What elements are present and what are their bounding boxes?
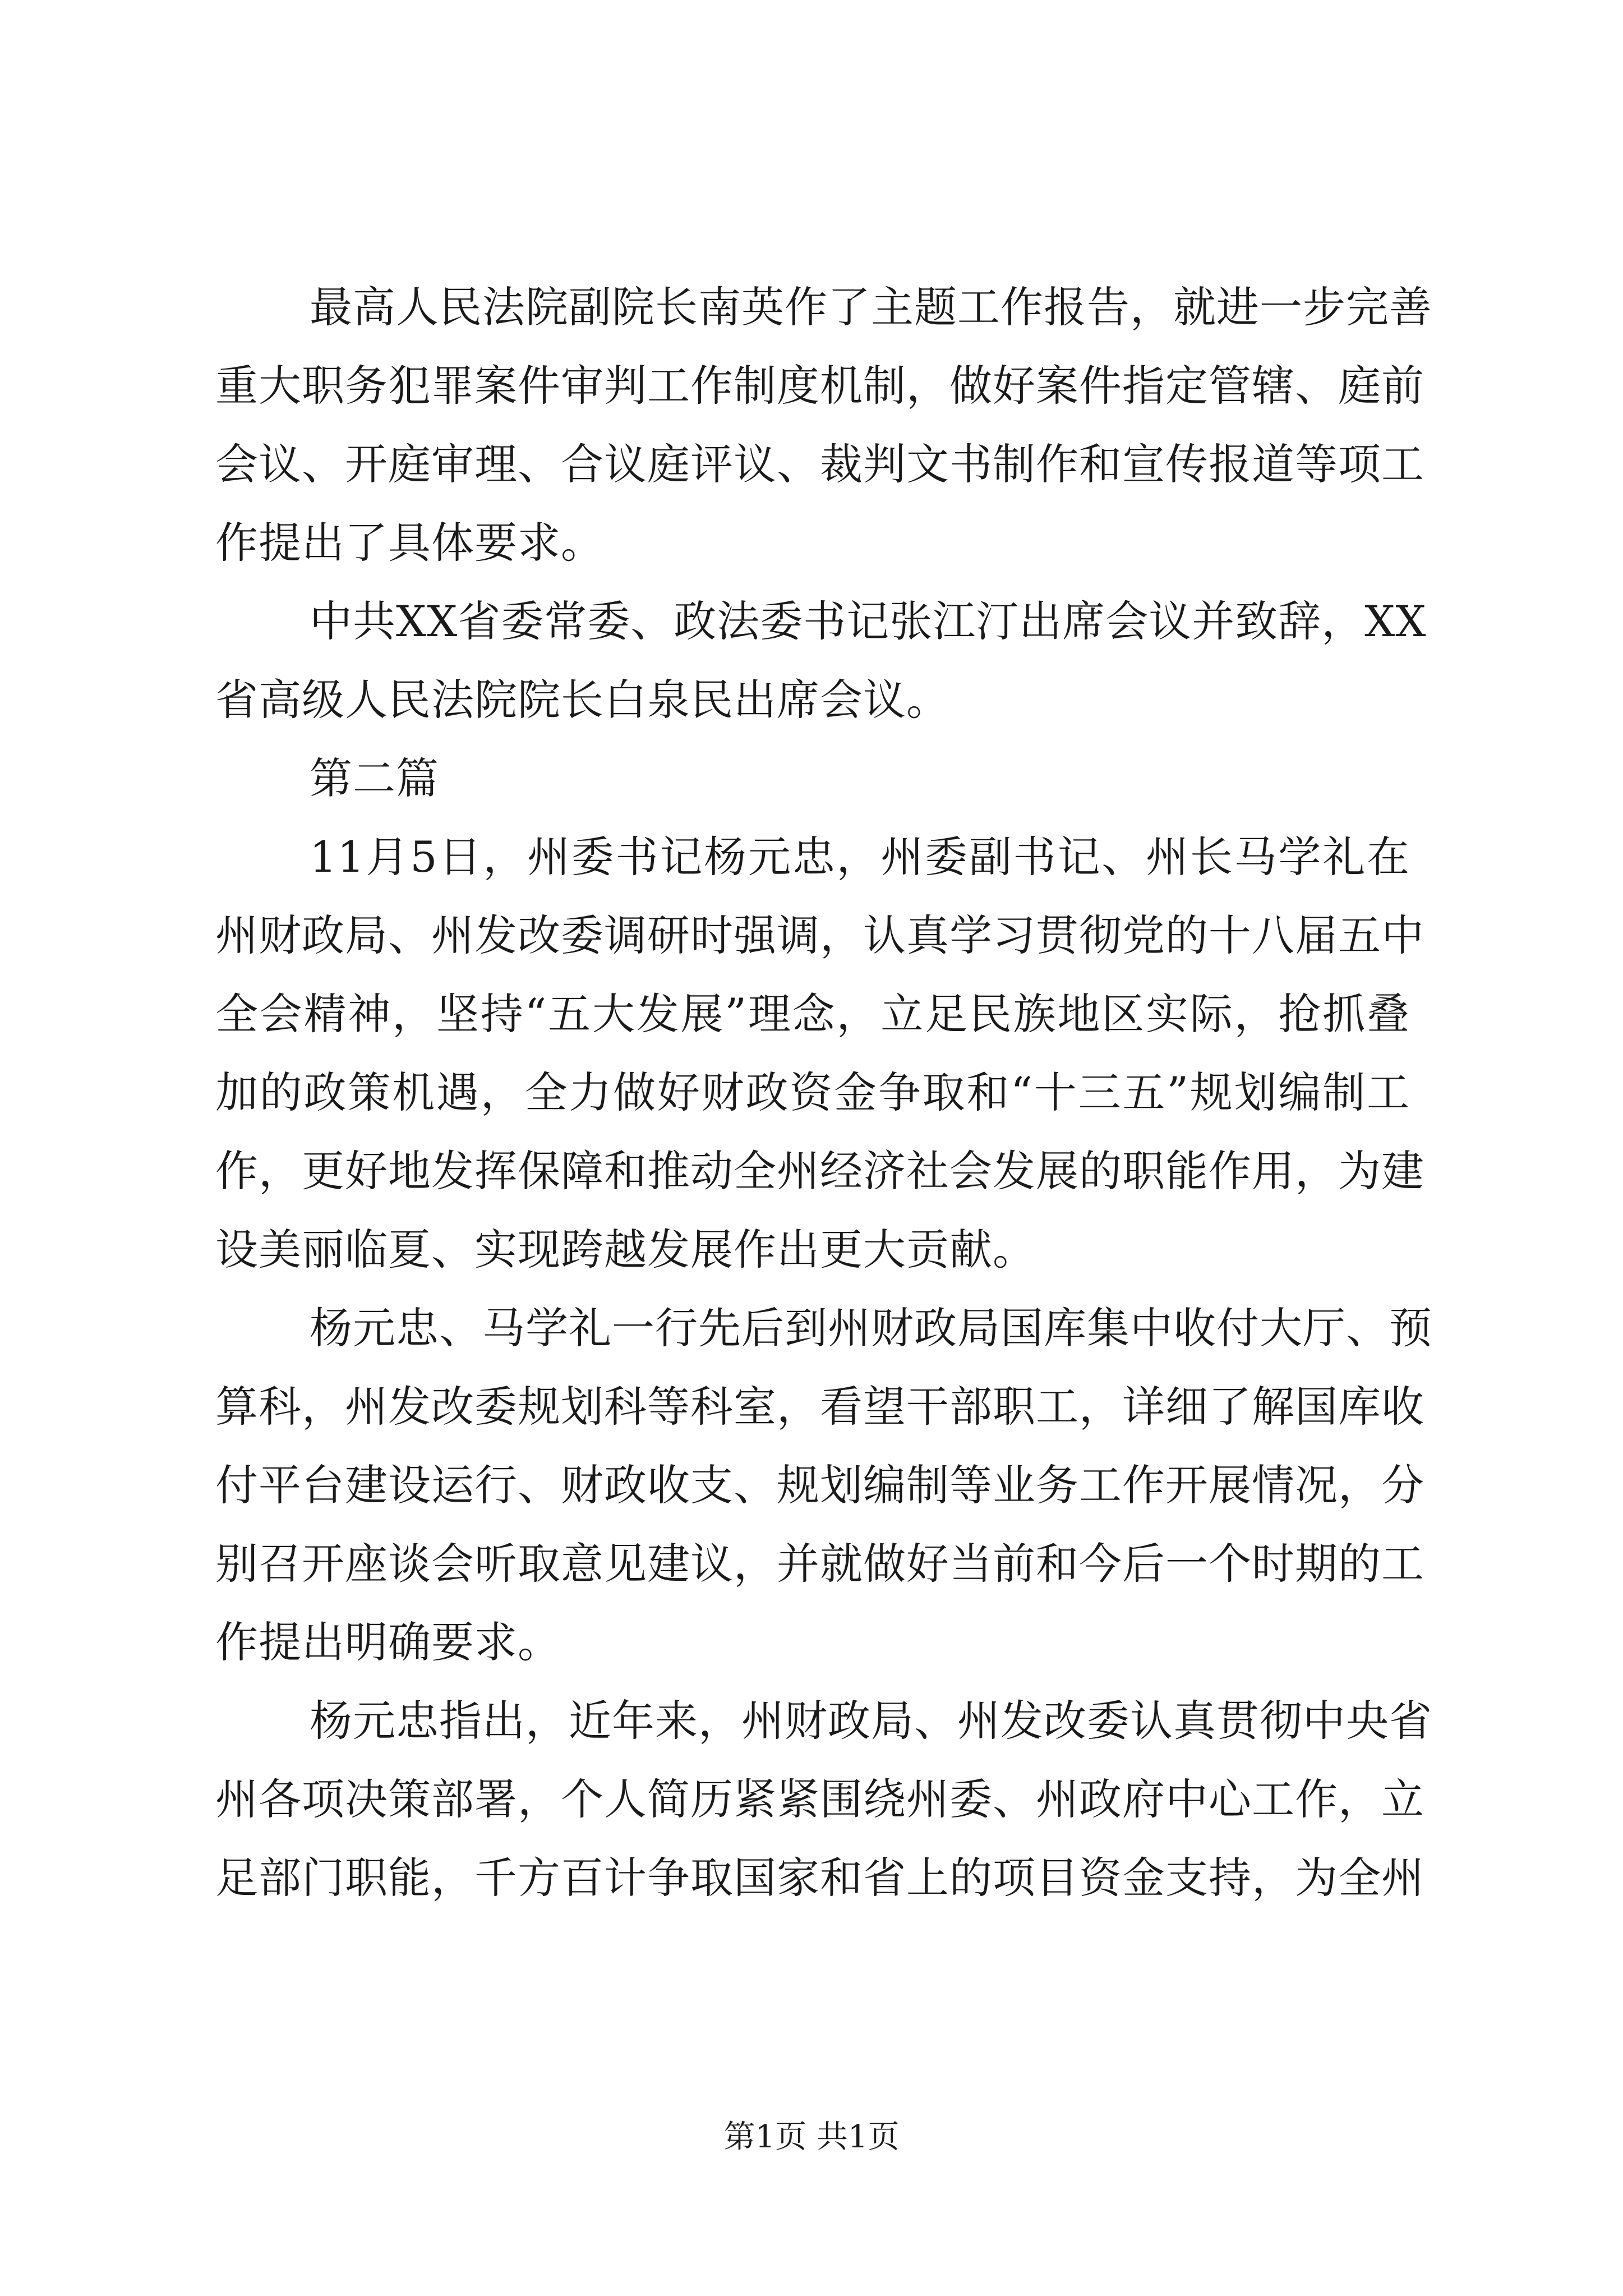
- text-line: 州财政局、州发改委调研时强调，认真学习贯彻党的十八届五中: [215, 910, 1424, 960]
- text-line: 杨元忠、马学礼一行先后到州财政局国库集中收付大厅、预: [310, 1303, 1432, 1353]
- text-line: 会议、开庭审理、合议庭评议、裁判文书制作和宣传报道等项工: [215, 439, 1424, 489]
- page-number: 第1页 共1页: [723, 2119, 900, 2155]
- text-line: 州各项决策部署，个人简历紧紧围绕州委、州政府中心工作，立: [215, 1774, 1424, 1824]
- text-line: 重大职务犯罪案件审判工作制度机制，做好案件指定管辖、庭前: [215, 361, 1424, 411]
- text-line: 作提出了具体要求。: [215, 518, 604, 568]
- text-line: 省高级人民法院院长白泉民出席会议。: [215, 675, 949, 725]
- document-body: [215, 268, 1432, 1917]
- text-line: 作提出明确要求。: [215, 1617, 561, 1667]
- text-line: 最高人民法院副院长南英作了主题工作报告，就进一步完善: [310, 282, 1432, 332]
- text-line: 算科，州发改委规划科等科室，看望干部职工，详细了解国库收: [215, 1382, 1424, 1432]
- text-line: 杨元忠指出，近年来，州财政局、州发改委认真贯彻中央省: [310, 1696, 1432, 1746]
- text-line: 别召开座谈会听取意见建议，并就做好当前和今后一个时期的工: [215, 1539, 1424, 1589]
- text-line: 中共XX省委常委、政法委书记张江汀出席会议并致辞，XX: [310, 596, 1427, 646]
- text-line: 作，更好地发挥保障和推动全州经济社会发展的职能作用，为建: [215, 1146, 1424, 1196]
- text-line: 加的政策机遇，全力做好财政资金争取和“十三五”规划编制工: [215, 1068, 1410, 1117]
- text-line: 足部门职能，千方百计争取国家和省上的项目资金支持，为全州: [215, 1853, 1424, 1903]
- text-line: 全会精神，坚持“五大发展”理念，立足民族地区实际，抢抓叠: [215, 989, 1410, 1039]
- text-line: 设美丽临夏、实现跨越发展作出更大贡献。: [215, 1225, 1036, 1274]
- section-heading: 第二篇: [310, 753, 439, 803]
- text-line: 付平台建设运行、财政收支、规划编制等业务工作开展情况，分: [215, 1460, 1424, 1510]
- text-line: 11月5日，州委书记杨元忠，州委副书记、州长马学礼在: [310, 832, 1410, 882]
- page-footer: [0, 2115, 1623, 2160]
